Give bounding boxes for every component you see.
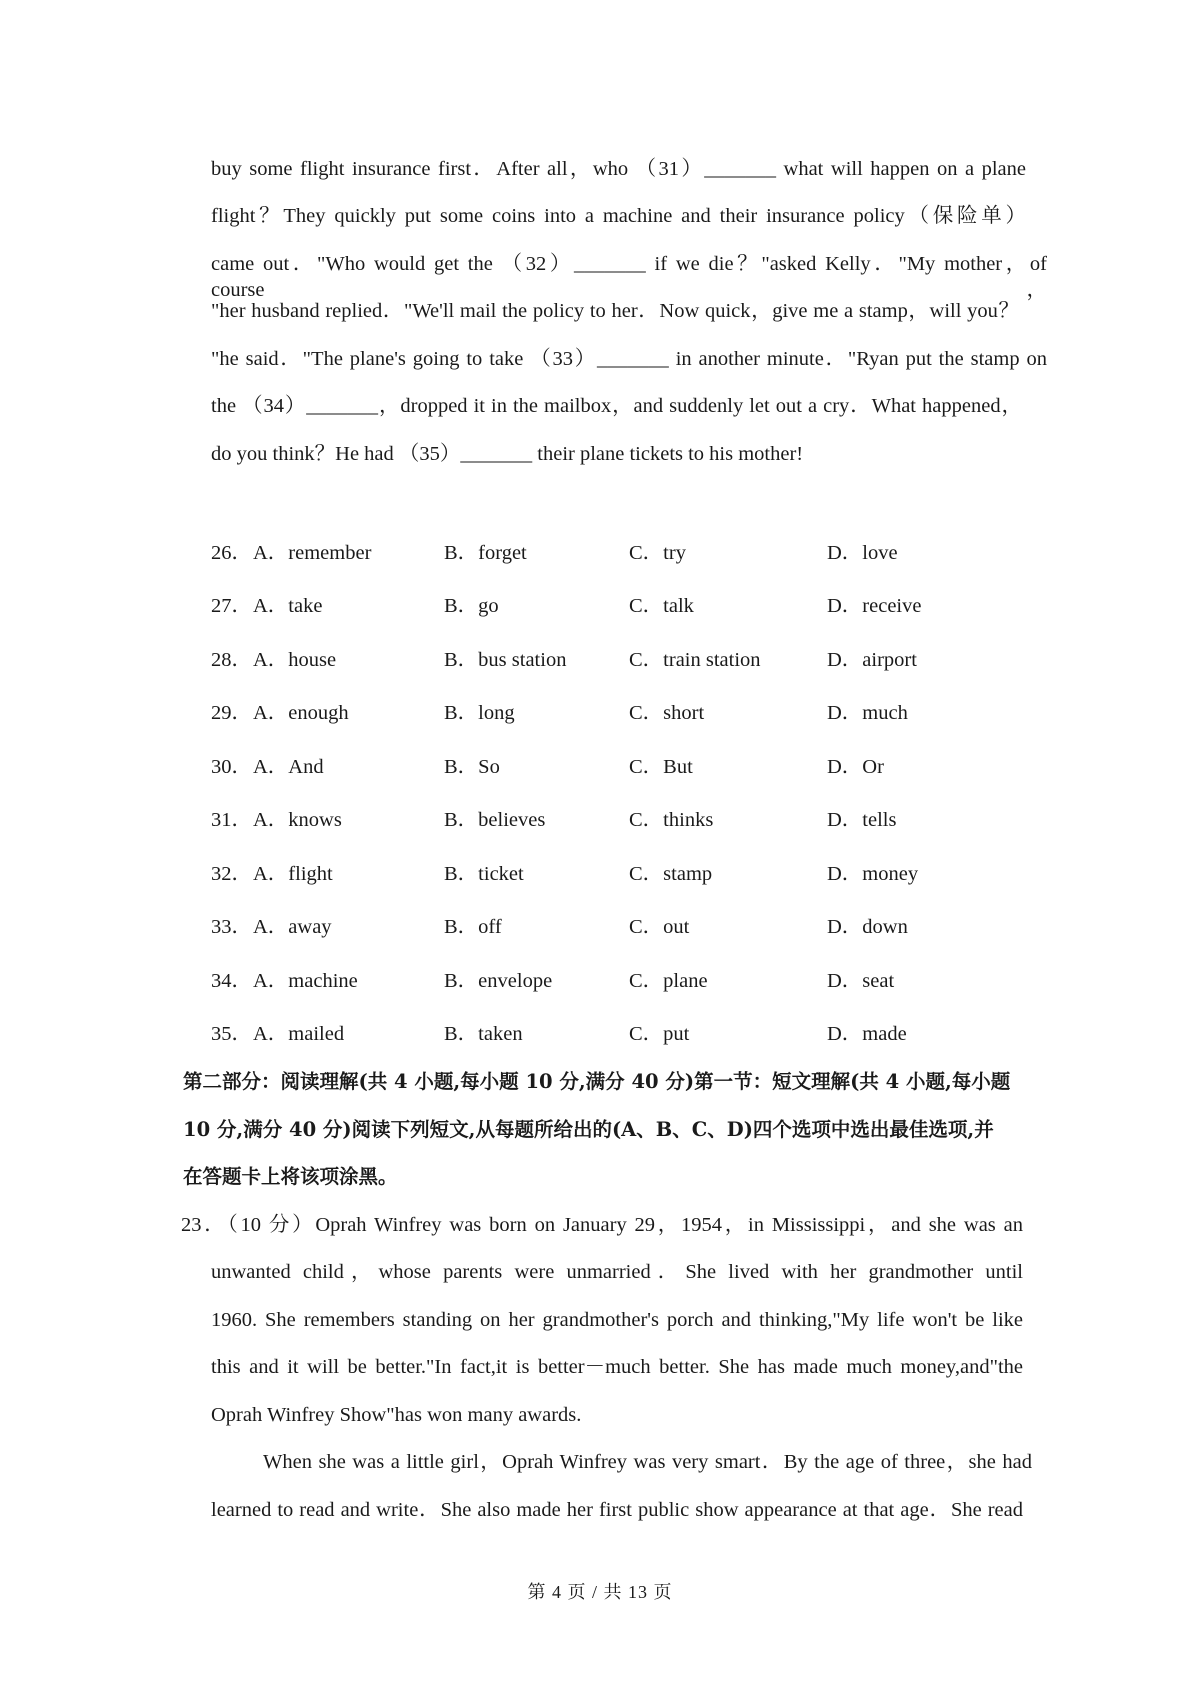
- option-row-30: [211, 754, 971, 780]
- option-d: D．love: [827, 542, 898, 564]
- option-a: A．house: [253, 649, 337, 671]
- page-number-footer: 第 4 页 / 共 13 页: [527, 1582, 673, 1602]
- option-a: A．machine: [253, 970, 358, 992]
- option-d: D．airport: [827, 649, 917, 671]
- option-d: D．much: [827, 702, 908, 724]
- option-a: A．knows: [253, 809, 342, 831]
- question-number: 32．: [211, 863, 252, 885]
- question-number: 33．: [211, 916, 252, 938]
- section-heading-line-1: 第二部分：阅读理解(共 4 小题,每小题 10 分,满分 40 分)第一节：短文理解(共 4 小题,每小题: [183, 1070, 1011, 1093]
- option-a: A．enough: [253, 702, 349, 724]
- option-b: B．taken: [444, 1023, 523, 1045]
- question-23-line-5: Oprah Winfrey Show"has won many awards.: [211, 1404, 582, 1426]
- paragraph-2-line-1: When she was a little girl，Oprah Winfrey was very smart．By the age of three，she had: [263, 1451, 1032, 1473]
- question-number: 29．: [211, 702, 252, 724]
- option-c: C．thinks: [629, 809, 714, 831]
- option-row-27: [211, 593, 971, 619]
- option-row-33: [211, 914, 971, 940]
- option-d: D．receive: [827, 595, 922, 617]
- passage-line-6: the （34）_______，dropped it in the mailbox，and suddenly let out a cry．What happened，: [211, 395, 1022, 417]
- option-d: D．made: [827, 1023, 907, 1045]
- option-row-32: [211, 861, 971, 887]
- option-row-31: [211, 807, 971, 833]
- question-number: 35．: [211, 1023, 252, 1045]
- question-23-line-2: unwanted child，whose parents were unmarried．She lived with her grandmother until: [211, 1261, 1023, 1283]
- question-number: 26．: [211, 542, 252, 564]
- passage-line-4: "her husband replied．"We'll mail the policy to her．Now quick，give me a stamp，will you？: [211, 300, 1019, 322]
- option-row-28: [211, 647, 971, 673]
- question-number: 31．: [211, 809, 252, 831]
- option-a: A．flight: [253, 863, 333, 885]
- passage-line-5: "he said．"The plane's going to take （33）_______ in another minute．"Ryan put the stamp on: [211, 348, 1047, 370]
- question-23-line-1: 23．（10 分）Oprah Winfrey was born on January 29，1954，in Mississippi，and she was an: [181, 1214, 1023, 1236]
- question-number: 34．: [211, 970, 252, 992]
- question-23-line-3: 1960. She remembers standing on her grandmother's porch and thinking,"My life won't be like: [211, 1309, 1023, 1331]
- option-row-26: [211, 540, 971, 566]
- option-c: C．talk: [629, 595, 694, 617]
- option-d: D．seat: [827, 970, 895, 992]
- option-b: B．ticket: [444, 863, 524, 885]
- passage-line-7: do you think？He had （35）_______ their plane tickets to his mother!: [211, 443, 804, 465]
- option-c: C．train station: [629, 649, 761, 671]
- option-a: A．And: [253, 756, 324, 778]
- paragraph-2-line-2: learned to read and write．She also made her first public show appearance at that age．She read: [211, 1499, 1023, 1521]
- option-a: A．away: [253, 916, 332, 938]
- option-b: B．So: [444, 756, 500, 778]
- option-a: A．mailed: [253, 1023, 345, 1045]
- question-number: 28．: [211, 649, 252, 671]
- option-c: C．out: [629, 916, 690, 938]
- question-number: 27．: [211, 595, 252, 617]
- option-b: B．long: [444, 702, 515, 724]
- passage-line-1: buy some flight insurance first．After all，who （31）_______ what will happen on a plane: [211, 158, 1026, 180]
- option-c: C．stamp: [629, 863, 713, 885]
- option-a: A．take: [253, 595, 323, 617]
- option-row-34: [211, 968, 971, 994]
- option-a: A．remember: [253, 542, 372, 564]
- option-row-29: [211, 700, 971, 726]
- question-number: 30．: [211, 756, 252, 778]
- passage-line-3: came out．"Who would get the （32）_______ if we die？"asked Kelly．"My mother，of course，: [211, 253, 1047, 301]
- passage-line-2: flight？They quickly put some coins into a machine and their insurance policy（保险单）: [211, 205, 1026, 227]
- option-b: B．believes: [444, 809, 546, 831]
- question-23-line-4: this and it will be better."In fact,it is better－much better. She has made much money,and"the: [211, 1356, 1023, 1378]
- option-c: C．put: [629, 1023, 690, 1045]
- option-c: C．short: [629, 702, 705, 724]
- option-d: D．tells: [827, 809, 897, 831]
- section-heading-line-3: 在答题卡上将该项涂黑。: [183, 1165, 398, 1188]
- option-b: B．off: [444, 916, 502, 938]
- option-b: B．bus station: [444, 649, 567, 671]
- option-row-35: [211, 1021, 971, 1047]
- section-heading-line-2: 10 分,满分 40 分)阅读下列短文,从每题所给出的(A、B、C、D)四个选项中选出最佳选项,并: [183, 1118, 994, 1141]
- option-c: C．plane: [629, 970, 708, 992]
- option-d: D．down: [827, 916, 908, 938]
- option-d: D．money: [827, 863, 919, 885]
- option-b: B．forget: [444, 542, 527, 564]
- option-c: C．try: [629, 542, 686, 564]
- option-d: D．Or: [827, 756, 884, 778]
- option-b: B．envelope: [444, 970, 553, 992]
- option-c: C．But: [629, 756, 693, 778]
- option-b: B．go: [444, 595, 499, 617]
